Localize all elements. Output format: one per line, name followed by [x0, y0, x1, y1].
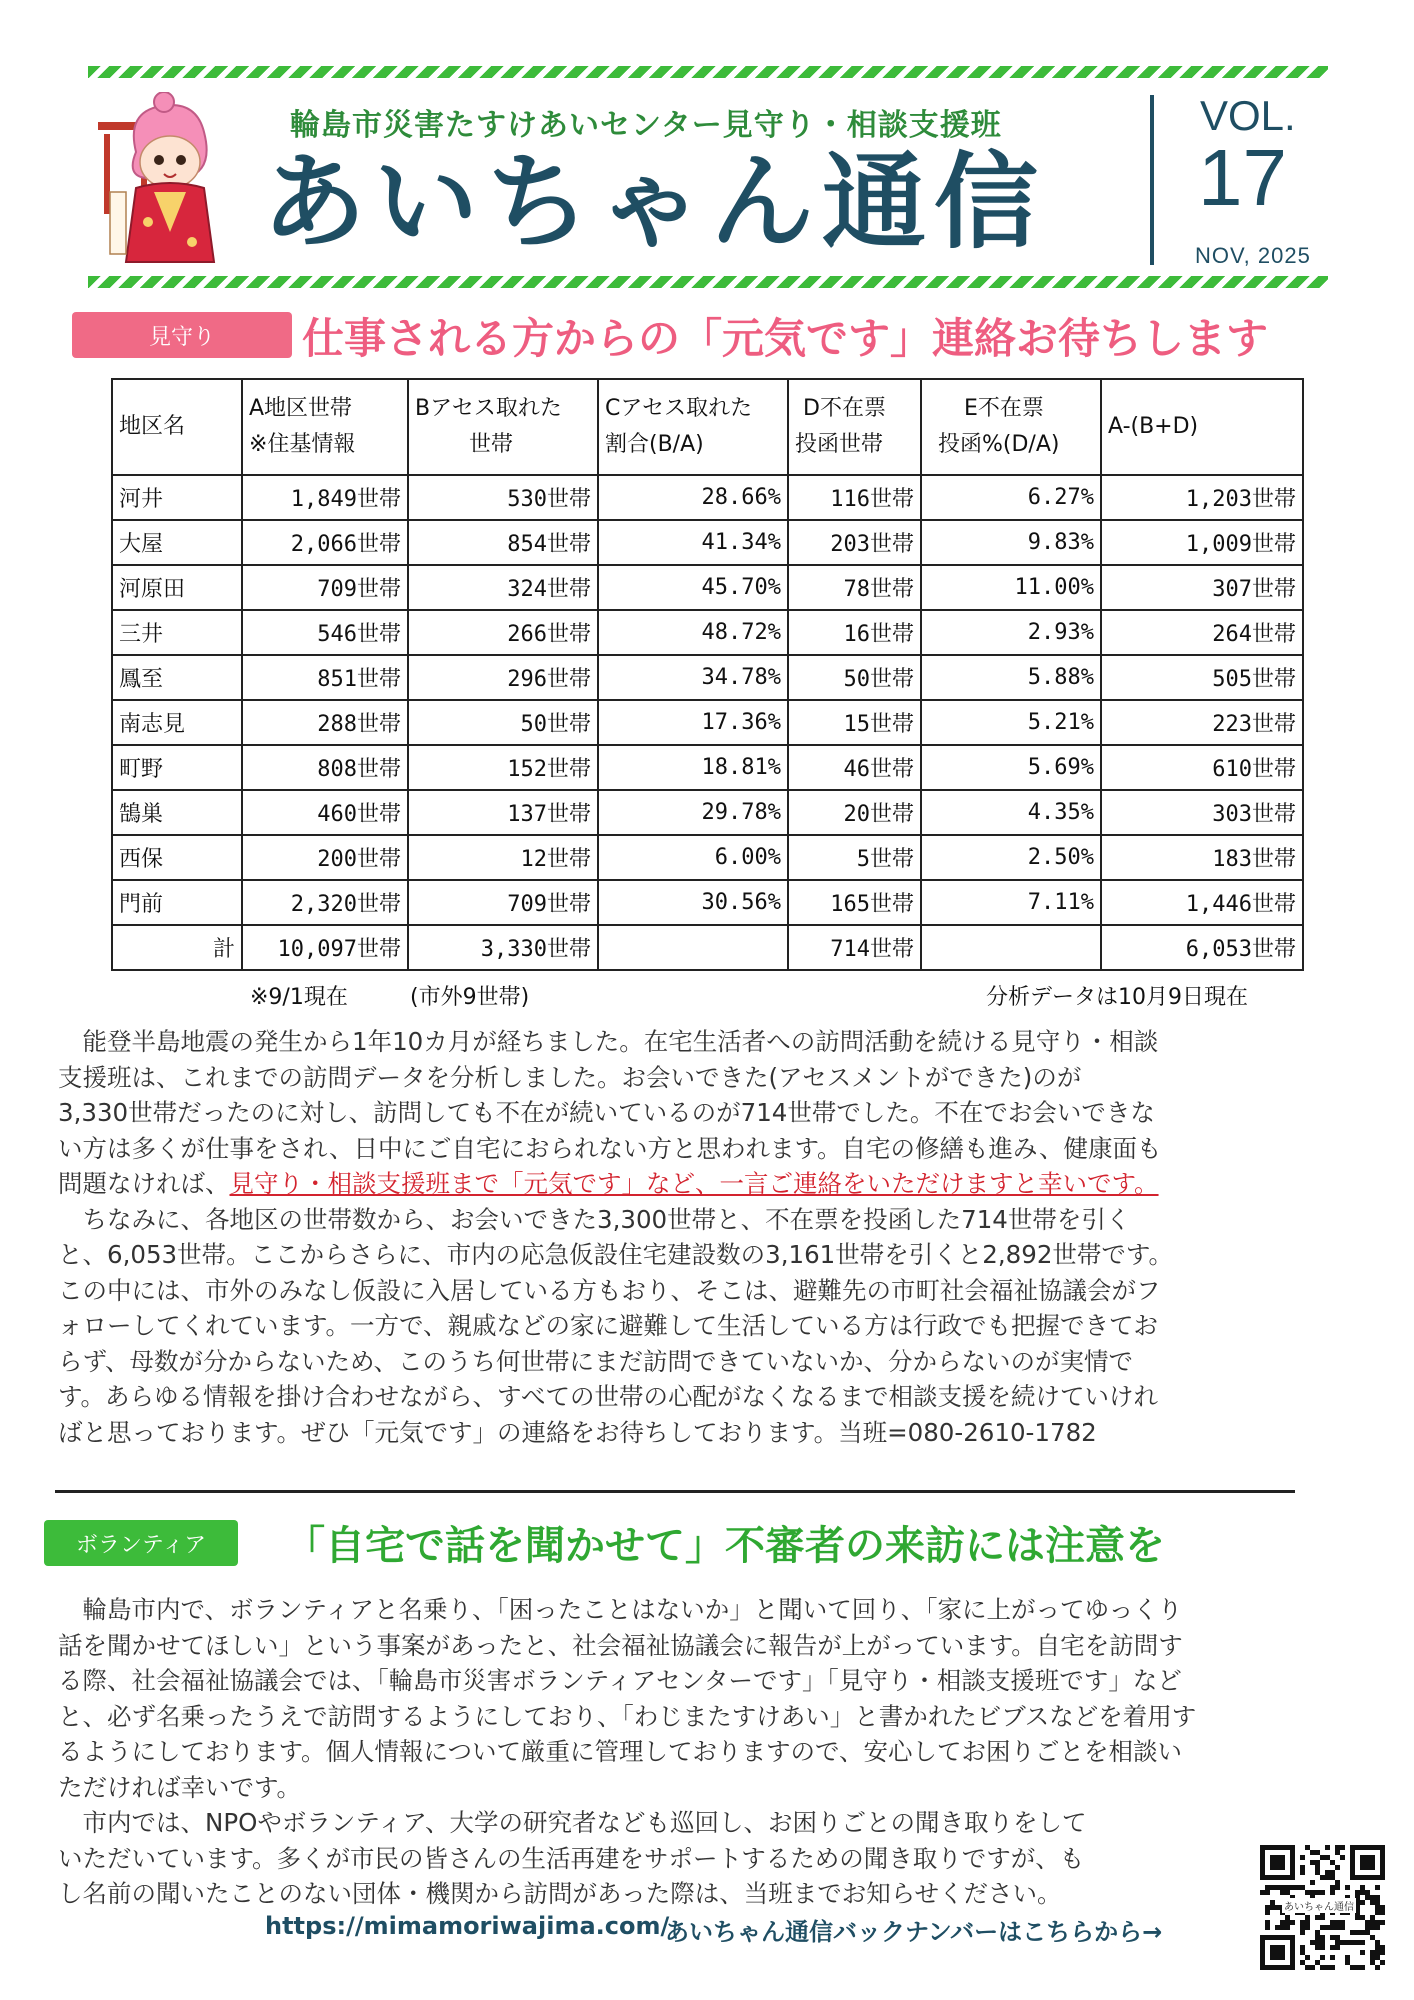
table-cell: 45.70% — [598, 565, 788, 610]
table-cell-area: 鳳至 — [112, 655, 242, 700]
table-cell: 29.78% — [598, 790, 788, 835]
table-row — [112, 880, 1303, 925]
table-header-cell: 地区名 — [112, 379, 242, 475]
table-cell: 266世帯 — [408, 610, 598, 655]
table-cell: 303世帯 — [1101, 790, 1303, 835]
table-cell: 2.50% — [921, 835, 1101, 880]
table-header-cell: A地区世帯 ※住基情報 — [242, 379, 408, 475]
table-cell: 714世帯 — [788, 925, 921, 970]
table-header-cell: D不在票 投函世帯 — [788, 379, 921, 475]
table-cell-area: 町野 — [112, 745, 242, 790]
section-divider — [55, 1490, 1295, 1493]
table-cell: 15世帯 — [788, 700, 921, 745]
table-cell: 10,097世帯 — [242, 925, 408, 970]
table-note-date: ※9/1現在 — [250, 985, 348, 1010]
issue-date: NOV, 2025 — [1195, 243, 1311, 268]
table-cell: 296世帯 — [408, 655, 598, 700]
section1-headline: 仕事される方からの「元気です」連絡お待ちします — [302, 314, 1269, 363]
header-subtitle: 輪島市災害たすけあいセンター見守り・相談支援班 — [290, 108, 1002, 143]
table-cell: 264世帯 — [1101, 610, 1303, 655]
header-stripe-bottom — [88, 276, 1328, 288]
website-link[interactable]: https://mimamoriwajima.com/ — [265, 1912, 670, 1940]
table-cell-area: 三井 — [112, 610, 242, 655]
table-cell: 808世帯 — [242, 745, 408, 790]
table-row — [112, 655, 1303, 700]
table-note-analysis-date: 分析データは10月9日現在 — [986, 985, 1248, 1010]
table-cell: 460世帯 — [242, 790, 408, 835]
table-cell — [921, 925, 1101, 970]
table-cell: 183世帯 — [1101, 835, 1303, 880]
table-cell-area: 鵠巣 — [112, 790, 242, 835]
table-cell: 1,849世帯 — [242, 475, 408, 520]
qr-label: あいちゃん通信 — [1282, 1898, 1356, 1913]
table-cell: 41.34% — [598, 520, 788, 565]
table-cell: 546世帯 — [242, 610, 408, 655]
table-note-outside: (市外9世帯) — [410, 985, 530, 1010]
table-cell: 7.11% — [921, 880, 1101, 925]
table-header-row — [112, 379, 1303, 475]
table-cell: 1,446世帯 — [1101, 880, 1303, 925]
table-cell: 2,320世帯 — [242, 880, 408, 925]
table-cell: 709世帯 — [408, 880, 598, 925]
table-cell: 17.36% — [598, 700, 788, 745]
table-row — [112, 835, 1303, 880]
back-number-link[interactable]: あいちゃん通信バックナンバーはこちらから→ — [665, 1918, 1163, 1946]
table-header-cell: E不在票 投函%(D/A) — [921, 379, 1101, 475]
table-cell: 530世帯 — [408, 475, 598, 520]
table-cell-area: 河井 — [112, 475, 242, 520]
table-cell: 152世帯 — [408, 745, 598, 790]
table-cell — [598, 925, 788, 970]
table-cell-area: 河原田 — [112, 565, 242, 610]
table-cell-area: 南志見 — [112, 700, 242, 745]
table-cell: 307世帯 — [1101, 565, 1303, 610]
table-cell: 2,066世帯 — [242, 520, 408, 565]
table-header-cell: Cアセス取れた 割合(B/A) — [598, 379, 788, 475]
table-cell: 6.27% — [921, 475, 1101, 520]
section-tag-volunteer: ボランティア — [44, 1520, 238, 1566]
table-cell: 610世帯 — [1101, 745, 1303, 790]
table-cell: 5.21% — [921, 700, 1101, 745]
table-cell: 48.72% — [598, 610, 788, 655]
table-cell: 78世帯 — [788, 565, 921, 610]
table-header-cell: A-(B+D) — [1101, 379, 1303, 475]
table-cell: 5世帯 — [788, 835, 921, 880]
table-cell: 6,053世帯 — [1101, 925, 1303, 970]
section-tag-mimamori: 見守り — [72, 312, 292, 358]
newsletter-title: あいちゃん通信 — [262, 141, 1047, 263]
table-cell: 851世帯 — [242, 655, 408, 700]
table-cell: 505世帯 — [1101, 655, 1303, 700]
table-cell: 11.00% — [921, 565, 1101, 610]
table-cell: 1,203世帯 — [1101, 475, 1303, 520]
table-cell: 28.66% — [598, 475, 788, 520]
table-cell: 137世帯 — [408, 790, 598, 835]
table-row — [112, 475, 1303, 520]
header-divider — [1150, 95, 1154, 265]
table-cell: 3,330世帯 — [408, 925, 598, 970]
table-cell: 1,009世帯 — [1101, 520, 1303, 565]
table-row — [112, 745, 1303, 790]
section2-body: 輪島市内で、ボランティアと名乗り、「困ったことはないか」と聞いて回り、「家に上がってゆっくり 話を聞かせてほしい」という事案があったと、社会福祉協議会に報告が上がっています。自宅を訪問す る際、社会福祉協議会では、「輪島市災害ボランティアセンターです」「見守り・相談支援班です」など と、必ず名乗ったうえで訪問するようにしており、「わじまたすけあい」と書かれたビブスなどを着用す るようにしております。個人情報について厳重に管理しておりますので、安心してお困りごとを相談い ただければ幸いです。 市内では、NPOやボランティア、大学の研究者なども巡回し、お困りごとの聞き取りをして いただいています。多くが市民の皆さんの生活再建をサポートするための聞き取りですが、も し名前の聞いたことのない団体・機関から訪問があった際は、当班までお知らせください。 — [58, 1595, 1197, 1908]
table-cell-area: 大屋 — [112, 520, 242, 565]
table-cell: 50世帯 — [408, 700, 598, 745]
table-cell: 50世帯 — [788, 655, 921, 700]
table-header-cell: Bアセス取れた 世帯 — [408, 379, 598, 475]
table-cell: 165世帯 — [788, 880, 921, 925]
table-cell: 200世帯 — [242, 835, 408, 880]
table-row — [112, 520, 1303, 565]
mascot-illustration — [96, 92, 226, 267]
table-row — [112, 790, 1303, 835]
table-cell: 30.56% — [598, 880, 788, 925]
section1-body: 能登半島地震の発生から1年10カ月が経ちました。在宅生活者への訪問活動を続ける見守り・相談 支援班は、これまでの訪問データを分析しました。お会いできた(アセスメントができた)のが 3,330世帯だったのに対し、訪問しても不在が続いているのが714世帯でした。不在でお会いできな い方は多くが仕事をされ、日中にご自宅におられない方と思われます。自宅の修繕も進み、健康面も 問題なければ、見守り・相談支援班まで「元気です」など、一言ご連絡をいただけますと幸いです。 ちなみに、各地区の世帯数から、お会いできた3,300世帯と、不在票を投函した714世帯を引く と、6,053世帯。ここからさらに、市内の応急仮設住宅建設数の3,161世帯を引くと2,892世帯です。 この中には、市外のみなし仮設に入居している方もおり、そこは、避難先の市町社会福祉協議会がフ ォローしてくれています。一方で、親戚などの家に避難して生活している方は行政でも把握できてお らず、母数が分からないため、このうち何世帯にまだ訪問できていないか、分からないのが実情で す。あらゆる情報を掛け合わせながら、すべての世帯の心配がなくなるまで相談支援を続けていけれ ばと思っております。ぜひ「元気です」の連絡をお待ちしております。当班=080-2610-1782 — [58, 1027, 1173, 1447]
volume-label: VOL. — [1200, 92, 1296, 139]
table-cell: 34.78% — [598, 655, 788, 700]
table-row — [112, 565, 1303, 610]
table-cell: 854世帯 — [408, 520, 598, 565]
table-cell: 12世帯 — [408, 835, 598, 880]
table-cell: 18.81% — [598, 745, 788, 790]
table-cell-area: 計 — [112, 925, 242, 970]
table-cell: 709世帯 — [242, 565, 408, 610]
table-cell: 288世帯 — [242, 700, 408, 745]
table-cell: 223世帯 — [1101, 700, 1303, 745]
household-data-table — [111, 378, 1304, 971]
table-cell-area: 門前 — [112, 880, 242, 925]
volume-number: 17 — [1198, 133, 1287, 222]
table-row — [112, 700, 1303, 745]
highlighted-request: 見守り・相談支援班まで「元気です」など、一言ご連絡をいただけますと幸いです。 — [229, 1169, 1159, 1198]
table-total-row — [112, 925, 1303, 970]
table-cell: 6.00% — [598, 835, 788, 880]
header-stripe-top — [88, 66, 1328, 78]
table-row — [112, 610, 1303, 655]
table-cell: 5.88% — [921, 655, 1101, 700]
table-cell: 5.69% — [921, 745, 1101, 790]
table-cell: 16世帯 — [788, 610, 921, 655]
table-cell: 2.93% — [921, 610, 1101, 655]
table-cell: 20世帯 — [788, 790, 921, 835]
table-cell: 9.83% — [921, 520, 1101, 565]
table-cell-area: 西保 — [112, 835, 242, 880]
table-cell: 46世帯 — [788, 745, 921, 790]
table-cell: 324世帯 — [408, 565, 598, 610]
section2-headline: 「自宅で話を聞かせて」不審者の来訪には注意を — [285, 1523, 1165, 1569]
table-cell: 203世帯 — [788, 520, 921, 565]
table-cell: 116世帯 — [788, 475, 921, 520]
table-cell: 4.35% — [921, 790, 1101, 835]
